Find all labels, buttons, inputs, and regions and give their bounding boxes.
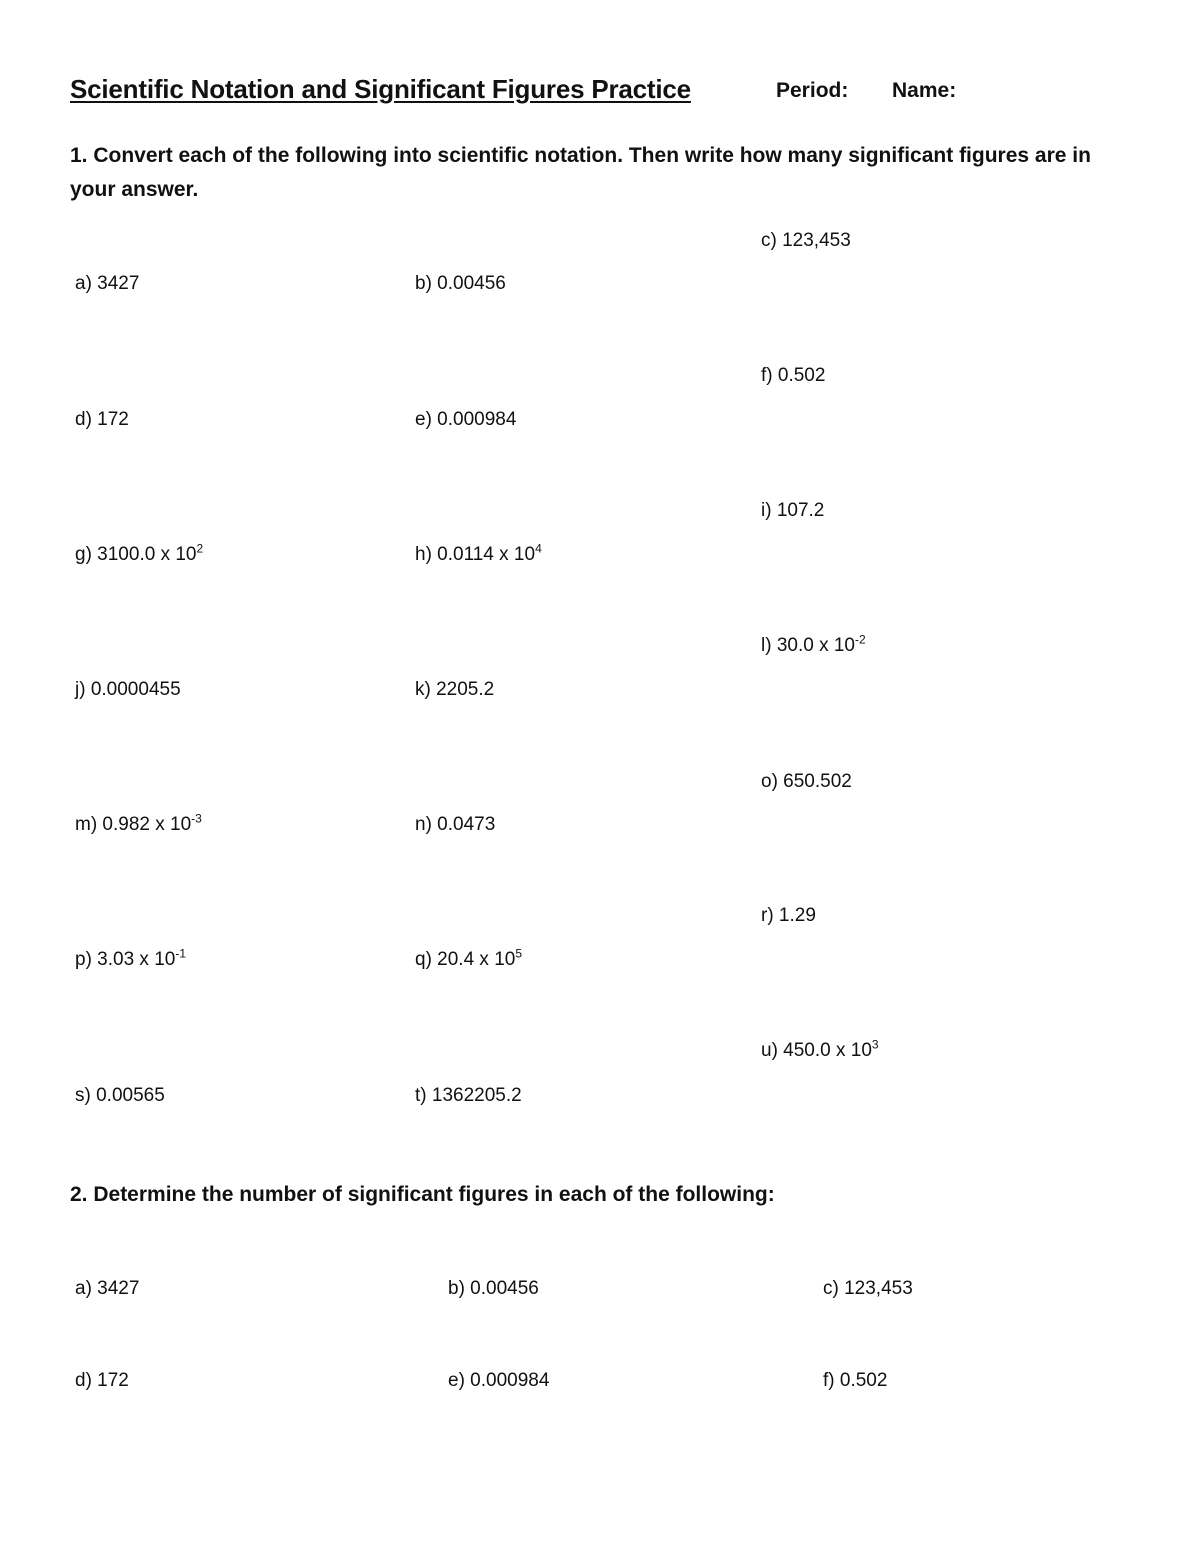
s1-item-s: s) 0.00565: [75, 1085, 165, 1106]
s1-item-r: r) 1.29: [761, 905, 816, 926]
s1-item-g: g) 3100.0 x $10^2$: [75, 541, 204, 565]
period-label: Period:: [776, 79, 849, 102]
s1-item-u: u) 450.0 x $10^3$: [761, 1037, 879, 1061]
s1-item-f: f) 0.502: [761, 365, 826, 386]
s1-item-i: i) 107.2: [761, 500, 825, 521]
s1-item-m: m) 0.982 x $10^{-3}$: [75, 811, 202, 835]
s1-item-o: o) 650.502: [761, 771, 852, 792]
s1-item-b: b) 0.00456: [415, 273, 506, 294]
s2-item-f: f) 0.502: [823, 1370, 888, 1391]
s1-item-c: c) 123,453: [761, 230, 851, 251]
page-title: Scientific Notation and Significant Figures Practice: [70, 74, 691, 104]
s1-item-d: d) 172: [75, 409, 129, 430]
s1-item-n: n) 0.0473: [415, 814, 496, 835]
s1-item-e: e) 0.000984: [415, 409, 517, 430]
s1-item-l: l) 30.0 x $10^{-2}$: [761, 632, 866, 656]
s1-item-t: t) 1362205.2: [415, 1085, 522, 1106]
s1-item-h: h) 0.0114 x $10^4$: [415, 541, 542, 565]
name-label: Name:: [892, 79, 957, 102]
s1-item-q: q) 20.4 x $10^5$: [415, 946, 523, 970]
s2-item-b: b) 0.00456: [448, 1278, 539, 1299]
s1-item-k: k) 2205.2: [415, 679, 495, 700]
s1-item-j: j) 0.0000455: [75, 679, 181, 700]
s1-item-a: a) 3427: [75, 273, 140, 294]
s2-item-e: e) 0.000984: [448, 1370, 550, 1391]
section2-instruction: 2. Determine the number of significant figures in each of the following:: [70, 1183, 775, 1206]
s2-item-c: c) 123,453: [823, 1278, 913, 1299]
s1-item-p: p) 3.03 x $10^{-1}$: [75, 946, 187, 970]
s2-item-d: d) 172: [75, 1370, 129, 1391]
section1-instruction: 1. Convert each of the following into scientific notation. Then write how many significant figures are in your answer.: [70, 144, 1091, 201]
s2-item-a: a) 3427: [75, 1278, 140, 1299]
